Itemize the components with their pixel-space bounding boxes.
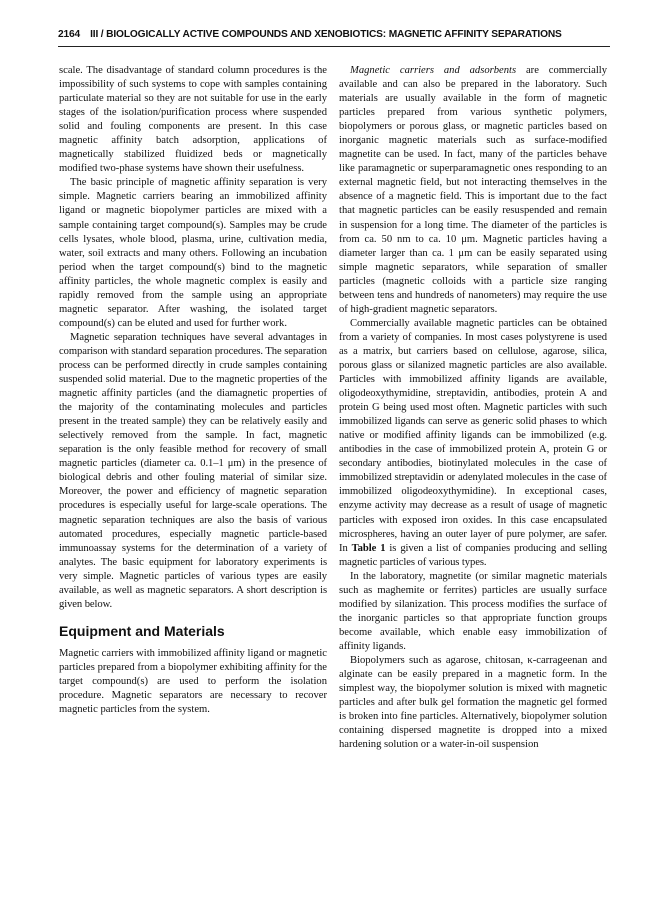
right-paragraph-1-text: are commercially available and can also be prepared in the laboratory. Such materials are usually available in the form of magnetic particles prepared from various synthetic polymers, biopolymers or porous glass, or magnetic particles based on inorganic magnetic materials such as surface-modified magnetite can be used. In fact, many of the particles behave like paramagnetic or superparamagnetic ones responding to an external magnetic field, but not interacting themselves in the absence of a magnetic field. This is important due to the fact that magnetic particles can be easily resuspended and remain in suspension for a long time. The diameter of the particles is from ca. 50 nm to ca. 10 μm. Magnetic particles having a diameter larger than ca. 1 μm can be easily separated using simple magnetic separators, while separation of smaller particles (magnetic colloids with a particle size ranging between tens and hundreds of nanometers) may require the use of high-gradient magnetic separators.	[339, 65, 607, 315]
running-head	[58, 29, 610, 40]
running-head-title: III / BIOLOGICALLY ACTIVE COMPOUNDS AND XENOBIOTICS: MAGNETIC AFFINITY SEPARATIONS	[90, 29, 562, 40]
right-paragraph-2	[339, 317, 607, 570]
right-paragraph-2-text-a: Commercially available magnetic particles can be obtained from a variety of companies. In most cases polystyrene is used as a matrix, but carriers based on cellulose, agarose, silica, porous glass or silanized magnetic particles are also available. Particles with immobilized affinity ligands are available, oligodeoxythymidine, streptavidin, antibodies, protein A and protein G being used most often. Magnetic particles with such immobilized ligands can serve as generic solid phases to which native or modified affinity ligands can be immobilized (e.g. antibodies in the case of immobilized protein A, protein G or secondary antibodies, biotinylated molecules in the case of immobilized streptavidin or adenylated molecules in the case of immobilized oligodeoxythymidine). In exceptional cases, enzyme activity may decrease as a result of usage of magnetic particles with exposed iron oxides. In this case encapsulated microspheres, having an outer layer of pure polymer, are safer. In	[339, 317, 607, 554]
left-column	[59, 64, 327, 717]
left-paragraph-1: scale. The disadvantage of standard column procedures is the impossibility of such systems to cope with samples containing particulate material so they are not suitable for use in the early stages of the isolation/purification process where suspended solid and fouling components are present. In this case magnetic affinity batch adsorption, applications of magnetically stabilized fluidized beds or magnetically modified two-phase systems have shown their usefulness.	[59, 65, 327, 175]
paragraph-lead-italic: Magnetic carriers and adsorbents	[350, 65, 517, 76]
left-paragraph-2: The basic principle of magnetic affinity separation is very simple. Magnetic carriers bearing an immobilized affinity ligand or magnetic biopolymer particles are mixed with a sample containing target compound(s). Samples may be crude cells lysates, whole blood, plasma, urine, cultivation media, water, soil extracts and many others. Following an incubation period when the target compound(s) bind to the magnetic affinity particles, the whole magnetic complex is easily and rapidly removed from the sample using an appropriate magnetic separator. After washing, the isolated target compound(s) can be eluted and used for further work.	[59, 177, 327, 329]
header-rule	[58, 46, 610, 47]
right-paragraph-2-text-b: is given a list of companies producing and selling magnetic particles of various types.	[339, 542, 607, 568]
left-paragraph-3: Magnetic separation techniques have several advantages in comparison with standard separation procedures. The separation process can be performed directly in crude samples containing suspended solid material. Due to the magnetic properties of the magnetic affinity particles (and the diamagnetic properties of the majority of the contaminating molecules and particles present in the treated sample) they can be relatively easily and selectively removed from the sample. In fact, magnetic separation is the only feasible method for recovery of small magnetic particles (diameter ca. 0.1–1 μm) in the presence of biological debris and other fouling material of similar size. Moreover, the power and efficiency of magnetic separation procedures is especially useful for large-scale operations. The magnetic separation techniques are also the basis of various automated procedures, especially magnetic particle-based immunoassay systems for the determination of a variety of analytes. The basic equipment for laboratory experiments is very simple. Magnetic particles of various types are easily available, as well as magnetic separators. A short description is given below.	[59, 331, 327, 610]
right-column	[339, 64, 607, 752]
right-paragraph-3: In the laboratory, magnetite (or similar magnetic materials such as maghemite or ferrites) particles are usually surface modified by silanization. This process modifies the surface of the inorganic particles so that appropriate function groups become available, which enable easy immobilization of affinity ligands.	[339, 570, 607, 652]
left-paragraph-4: Magnetic carriers with immobilized affinity ligand or magnetic particles prepared from a biopolymer exhibiting affinity for the target compound(s) are used to perform the isolation procedure. Magnetic separators are necessary to recover magnetic particles from the system.	[59, 647, 327, 716]
section-heading: Equipment and Materials	[59, 622, 225, 639]
right-paragraph-1	[339, 64, 607, 317]
right-paragraph-4: Biopolymers such as agarose, chitosan, κ-carrageenan and alginate can be easily prepared in a magnetic form. In the simplest way, the biopolymer solution is mixed with magnetic particles and after bulk gel formation the magnetic gel formed is broken into fine particles. Alternatively, biopolymer solution containing dispersed magnetite is dropped into a mixed hardening solution or a water-in-oil suspension	[339, 654, 607, 751]
page-number: 2164	[58, 29, 81, 40]
table-reference[interactable]: Table 1	[351, 542, 386, 554]
